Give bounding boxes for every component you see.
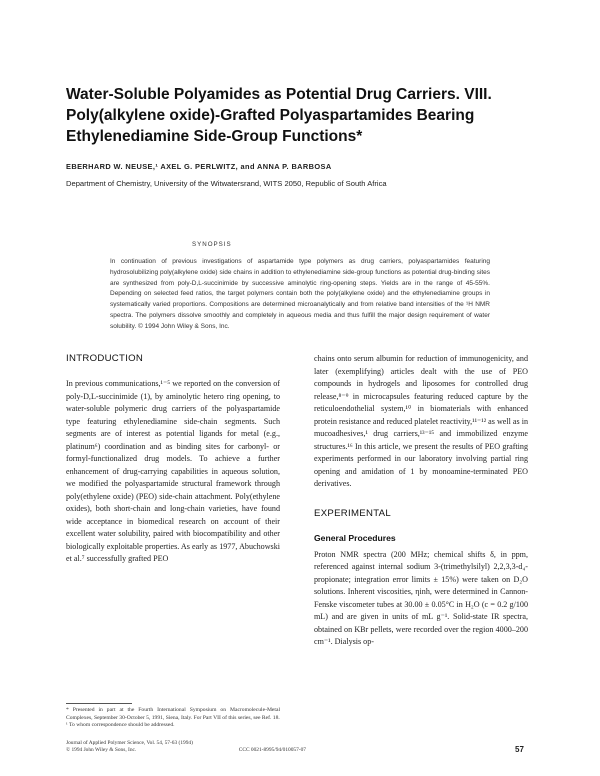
ccc-code: CCC 0021-8995/94/010057-07: [238, 747, 306, 753]
journal-info: [66, 740, 306, 754]
introduction-heading: INTRODUCTION: [66, 353, 144, 364]
experimental-heading: EXPERIMENTAL: [314, 507, 391, 519]
introduction-continued-text: chains onto serum albumin for reduction of immunogenicity, and later (exemplifying) articles dealt with the use of PEO compounds in hydrogels and liposomes for controlled drug release,⁸⁻⁹ in microcapsules featuring reduced capture by the reticuloendothelial system,¹⁰ in biomaterials with enhanced protein resistance and reduced platelet reactivity,¹¹⁻¹² as well as in mucoadhesives,¹ drug carriers,¹³⁻¹⁵ and immobilized enzyme structures.¹⁶ In this article, we present the results of PEO grafting experiments performed in our laboratory involving partial ring opening and amidation of 1 by monoamine-terminated PEO derivatives.: [314, 354, 528, 488]
experimental-text: Proton NMR spectra (200 MHz; chemical shifts δ, in ppm, referenced against internal sodium 3-(trimethylsilyl) 2,2,3,3-d₄-propionate; integration error limits ± 15%) were taken on D₂O solutions. Inherent viscosities, ηinh, were determined in Cannon-Fenske viscometer tubes at 30.00 ± 0.05°C in H₂O (c = 0.2 g/100 mL) and are given in units of mL g⁻¹. Solid-state IR spectra, obtained on KBr pellets, were recorded over the region 4000–200 cm⁻¹. Dialysis op-: [314, 549, 528, 646]
footnote-correspondence: ¹ To whom correspondence should be addressed.: [66, 722, 175, 729]
footnote-presented: * Presented in part at the Fourth International Symposium on Macromolecule-Metal Complexes, September 30-October 5, 1991, Siena, Italy. For Part VII of this series, see Ref. 18.: [66, 707, 280, 721]
synopsis-text: In continuation of previous investigations of aspartamide type polymers as drug carriers, polyaspartamides featuring hydrosolubilizing poly(alkylene oxide) side chains in addition to ethylenediamine side-group functions as potential drug-binding sites are synthesized from poly-D,L-succinimide by successive aminolytic ring-opening steps. Yields are in the range of 45-55%. Depending on selected feed ratios, the target polymers contain both the poly(alkylene oxide) and the ethylenediamine groups in systematically varied proportions. Compositions are determined microanalytically and from relative band intensities of the ¹H NMR spectra. The polymers dissolve smoothly and completely in aqueous media and thus fulfill the major design requirement of water solubility. © 1994 John Wiley & Sons, Inc.: [110, 258, 490, 330]
right-column: [314, 353, 528, 649]
journal-citation: Journal of Applied Polymer Science, Vol. 54, 57-63 (1994): [66, 740, 193, 746]
footnotes: [66, 707, 280, 730]
synopsis-heading: SYNOPSIS: [192, 241, 232, 248]
paper-title: Water-Soluble Polyamides as Potential Drug Carriers. VIII. Poly(alkylene oxide)-Grafted Polyaspartamides Bearing Ethylenediamine Side-Group Functions*: [66, 86, 492, 145]
introduction-text: In previous communications,¹⁻⁵ we reported on the conversion of poly-D,L-succinimide (1), by aminolytic hetero ring opening, to water-soluble polymeric drug carriers of the polyaspartamide type featuring ethylenediamine side-chain segments. Such segments are of interest as potential ligands for metal (e.g., platinum⁶) coordination and as binding sites for carbonyl- or formyl-functionalized drug models. To achieve a further enhancement of drug-carrying capabilities in aqueous solution, we modified the polyaspartamide structural framework through poly(ethylene oxide) (PEO) side-chain attachment. Poly(ethylene oxides), both short-chain and long-chain varieties, have found wide acceptance in biomedical research on account of their excellent water solubility, paired with biocompatibility and other biologically exploitable properties. As early as 1977, Abuchowski et al.⁷ successfully grafted PEO: [66, 379, 280, 563]
page-number: 57: [515, 745, 524, 754]
general-procedures-heading: General Procedures: [314, 532, 396, 543]
author-list: EBERHARD W. NEUSE,¹ AXEL G. PERLWITZ, and ANNA P. BARBOSA: [66, 162, 332, 171]
affiliation: Department of Chemistry, University of the Witwatersrand, WITS 2050, Republic of South Africa: [66, 179, 387, 188]
copyright-line: © 1994 John Wiley & Sons, Inc.: [66, 747, 137, 753]
footnote-divider: [66, 703, 132, 704]
left-column: [66, 353, 280, 566]
journal-codes: [66, 747, 306, 754]
